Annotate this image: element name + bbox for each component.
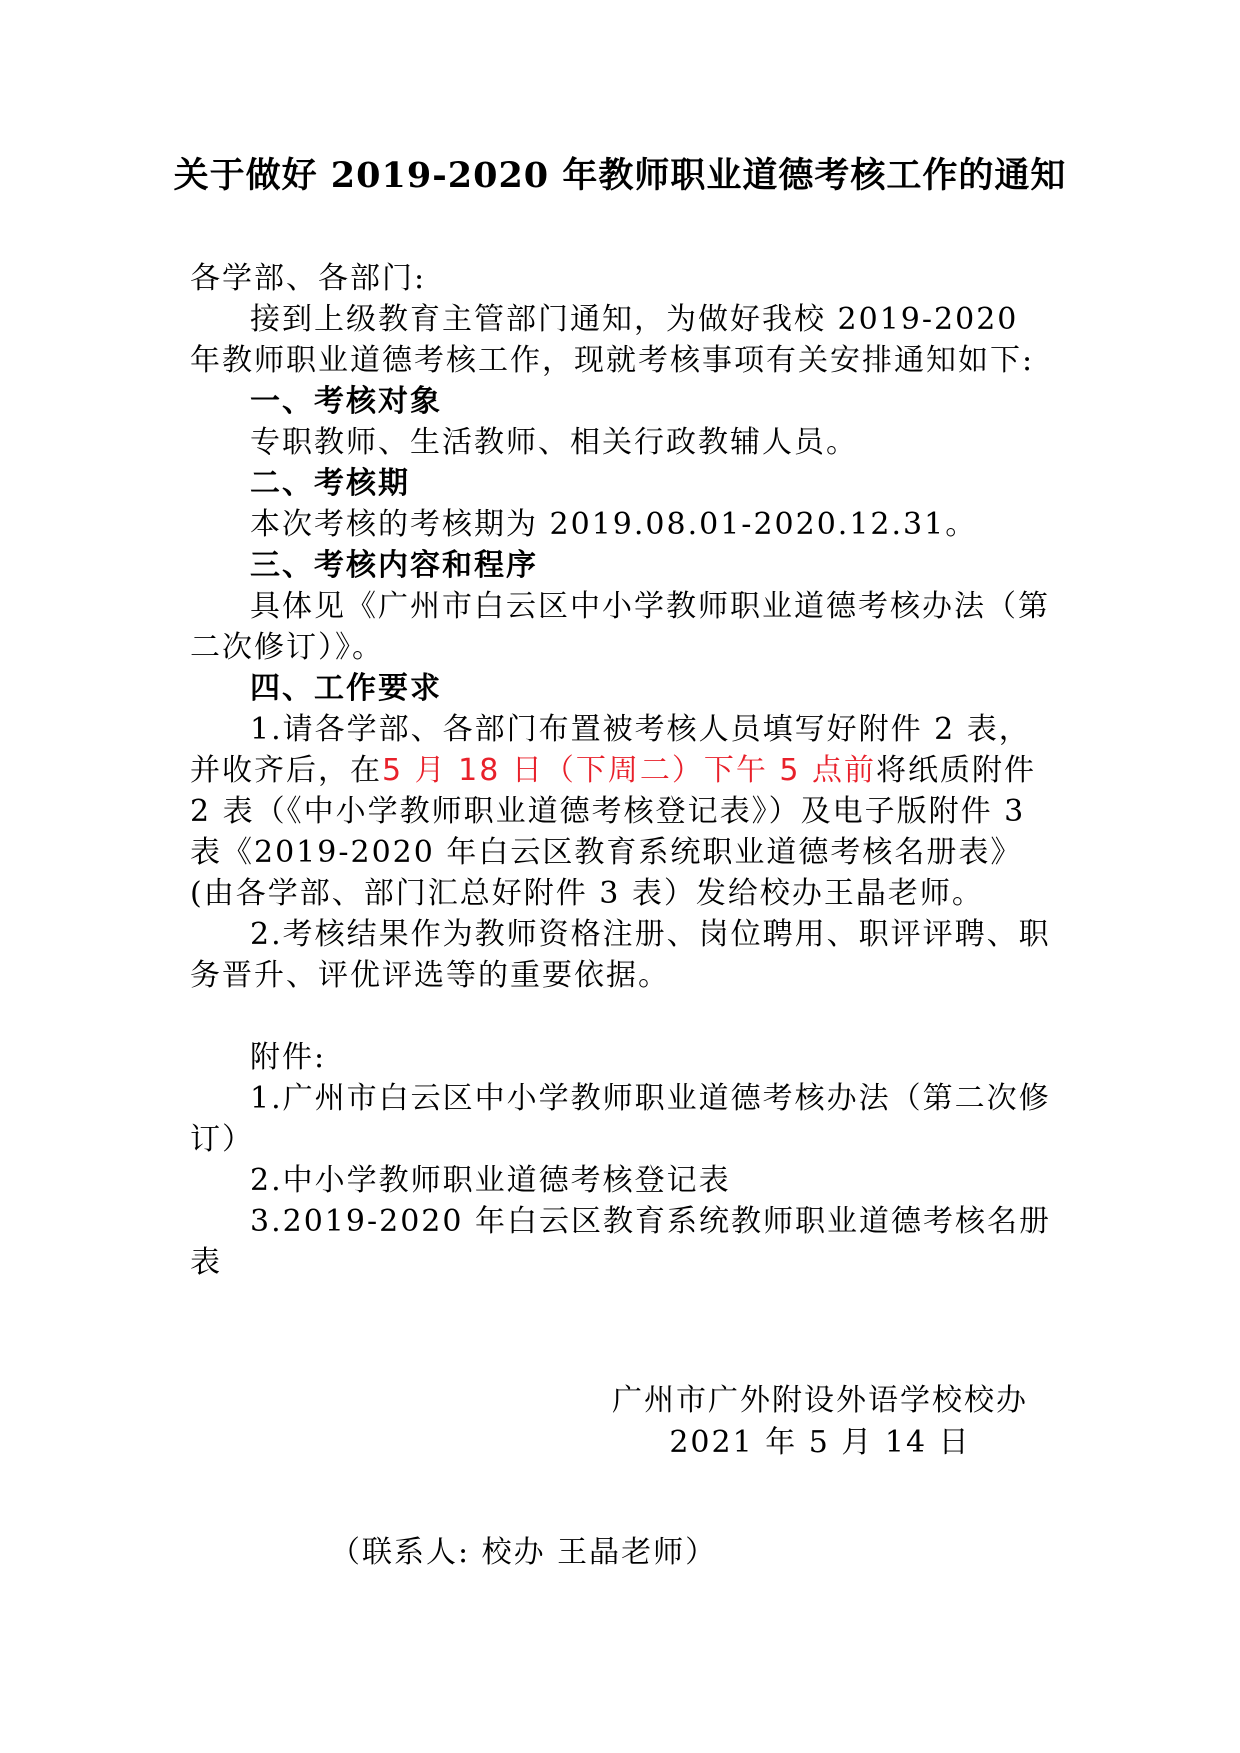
section-text-3: 具体见《广州市白云区中小学教师职业道德考核办法（第二次修订）》。 bbox=[190, 589, 1050, 665]
section-heading-1: 一、考核对象 bbox=[250, 384, 442, 419]
attachment-item-2: 2.中小学教师职业道德考核登记表 bbox=[250, 1163, 731, 1198]
requirement-1 bbox=[190, 709, 1060, 914]
requirement-1-after: 将纸质附件 2 表（《中小学教师职业道德考核登记表》）及电子版附件 3 表《2019-2020 年白云区教育系统职业道德考核名册表》(由各学部、部门汇总好附件 3 表）发给校办王晶老师。 bbox=[190, 753, 1037, 911]
requirement-2: 2.考核结果作为教师资格注册、岗位聘用、职评评聘、职务晋升、评优评选等的重要依据。 bbox=[190, 917, 1051, 993]
section-heading-3: 三、考核内容和程序 bbox=[250, 548, 538, 583]
section-text-2: 本次考核的考核期为 2019.08.01-2020.12.31。 bbox=[250, 507, 978, 542]
section-text-1: 专职教师、生活教师、相关行政教辅人员。 bbox=[250, 425, 858, 460]
section-heading-2: 二、考核期 bbox=[250, 466, 410, 501]
paragraph-spacer bbox=[190, 996, 1060, 1037]
deadline-highlight: 5 月 18 日（下周二）下午 5 点前 bbox=[382, 753, 877, 788]
signature-org: 广州市广外附设外语学校校办 bbox=[612, 1383, 1028, 1418]
document-body bbox=[190, 258, 1060, 1283]
attachments-label: 附件: bbox=[250, 1040, 327, 1075]
document-title: 关于做好 2019-2020 年教师职业道德考核工作的通知 bbox=[173, 155, 1067, 196]
attachment-item-1: 1.广州市白云区中小学教师职业道德考核办法（第二次修订） bbox=[190, 1081, 1051, 1157]
attachment-item-3: 3.2019-2020 年白云区教育系统教师职业道德考核名册表 bbox=[190, 1204, 1051, 1280]
signature-date: 2021 年 5 月 14 日 bbox=[669, 1425, 971, 1460]
intro-paragraph: 接到上级教育主管部门通知，为做好我校 2019-2020 年教师职业道德考核工作，现就考核事项有关安排通知如下: bbox=[190, 302, 1035, 378]
contact-note: （联系人: 校办 王晶老师） bbox=[330, 1535, 718, 1570]
salutation: 各学部、各部门: bbox=[190, 261, 427, 296]
signature-block bbox=[600, 1380, 1040, 1464]
section-heading-4: 四、工作要求 bbox=[250, 671, 442, 706]
requirement-1-before: 1.请各学部、各部门布置被考核人员填写好附件 2 表，并收齐后，在 bbox=[190, 712, 1031, 788]
